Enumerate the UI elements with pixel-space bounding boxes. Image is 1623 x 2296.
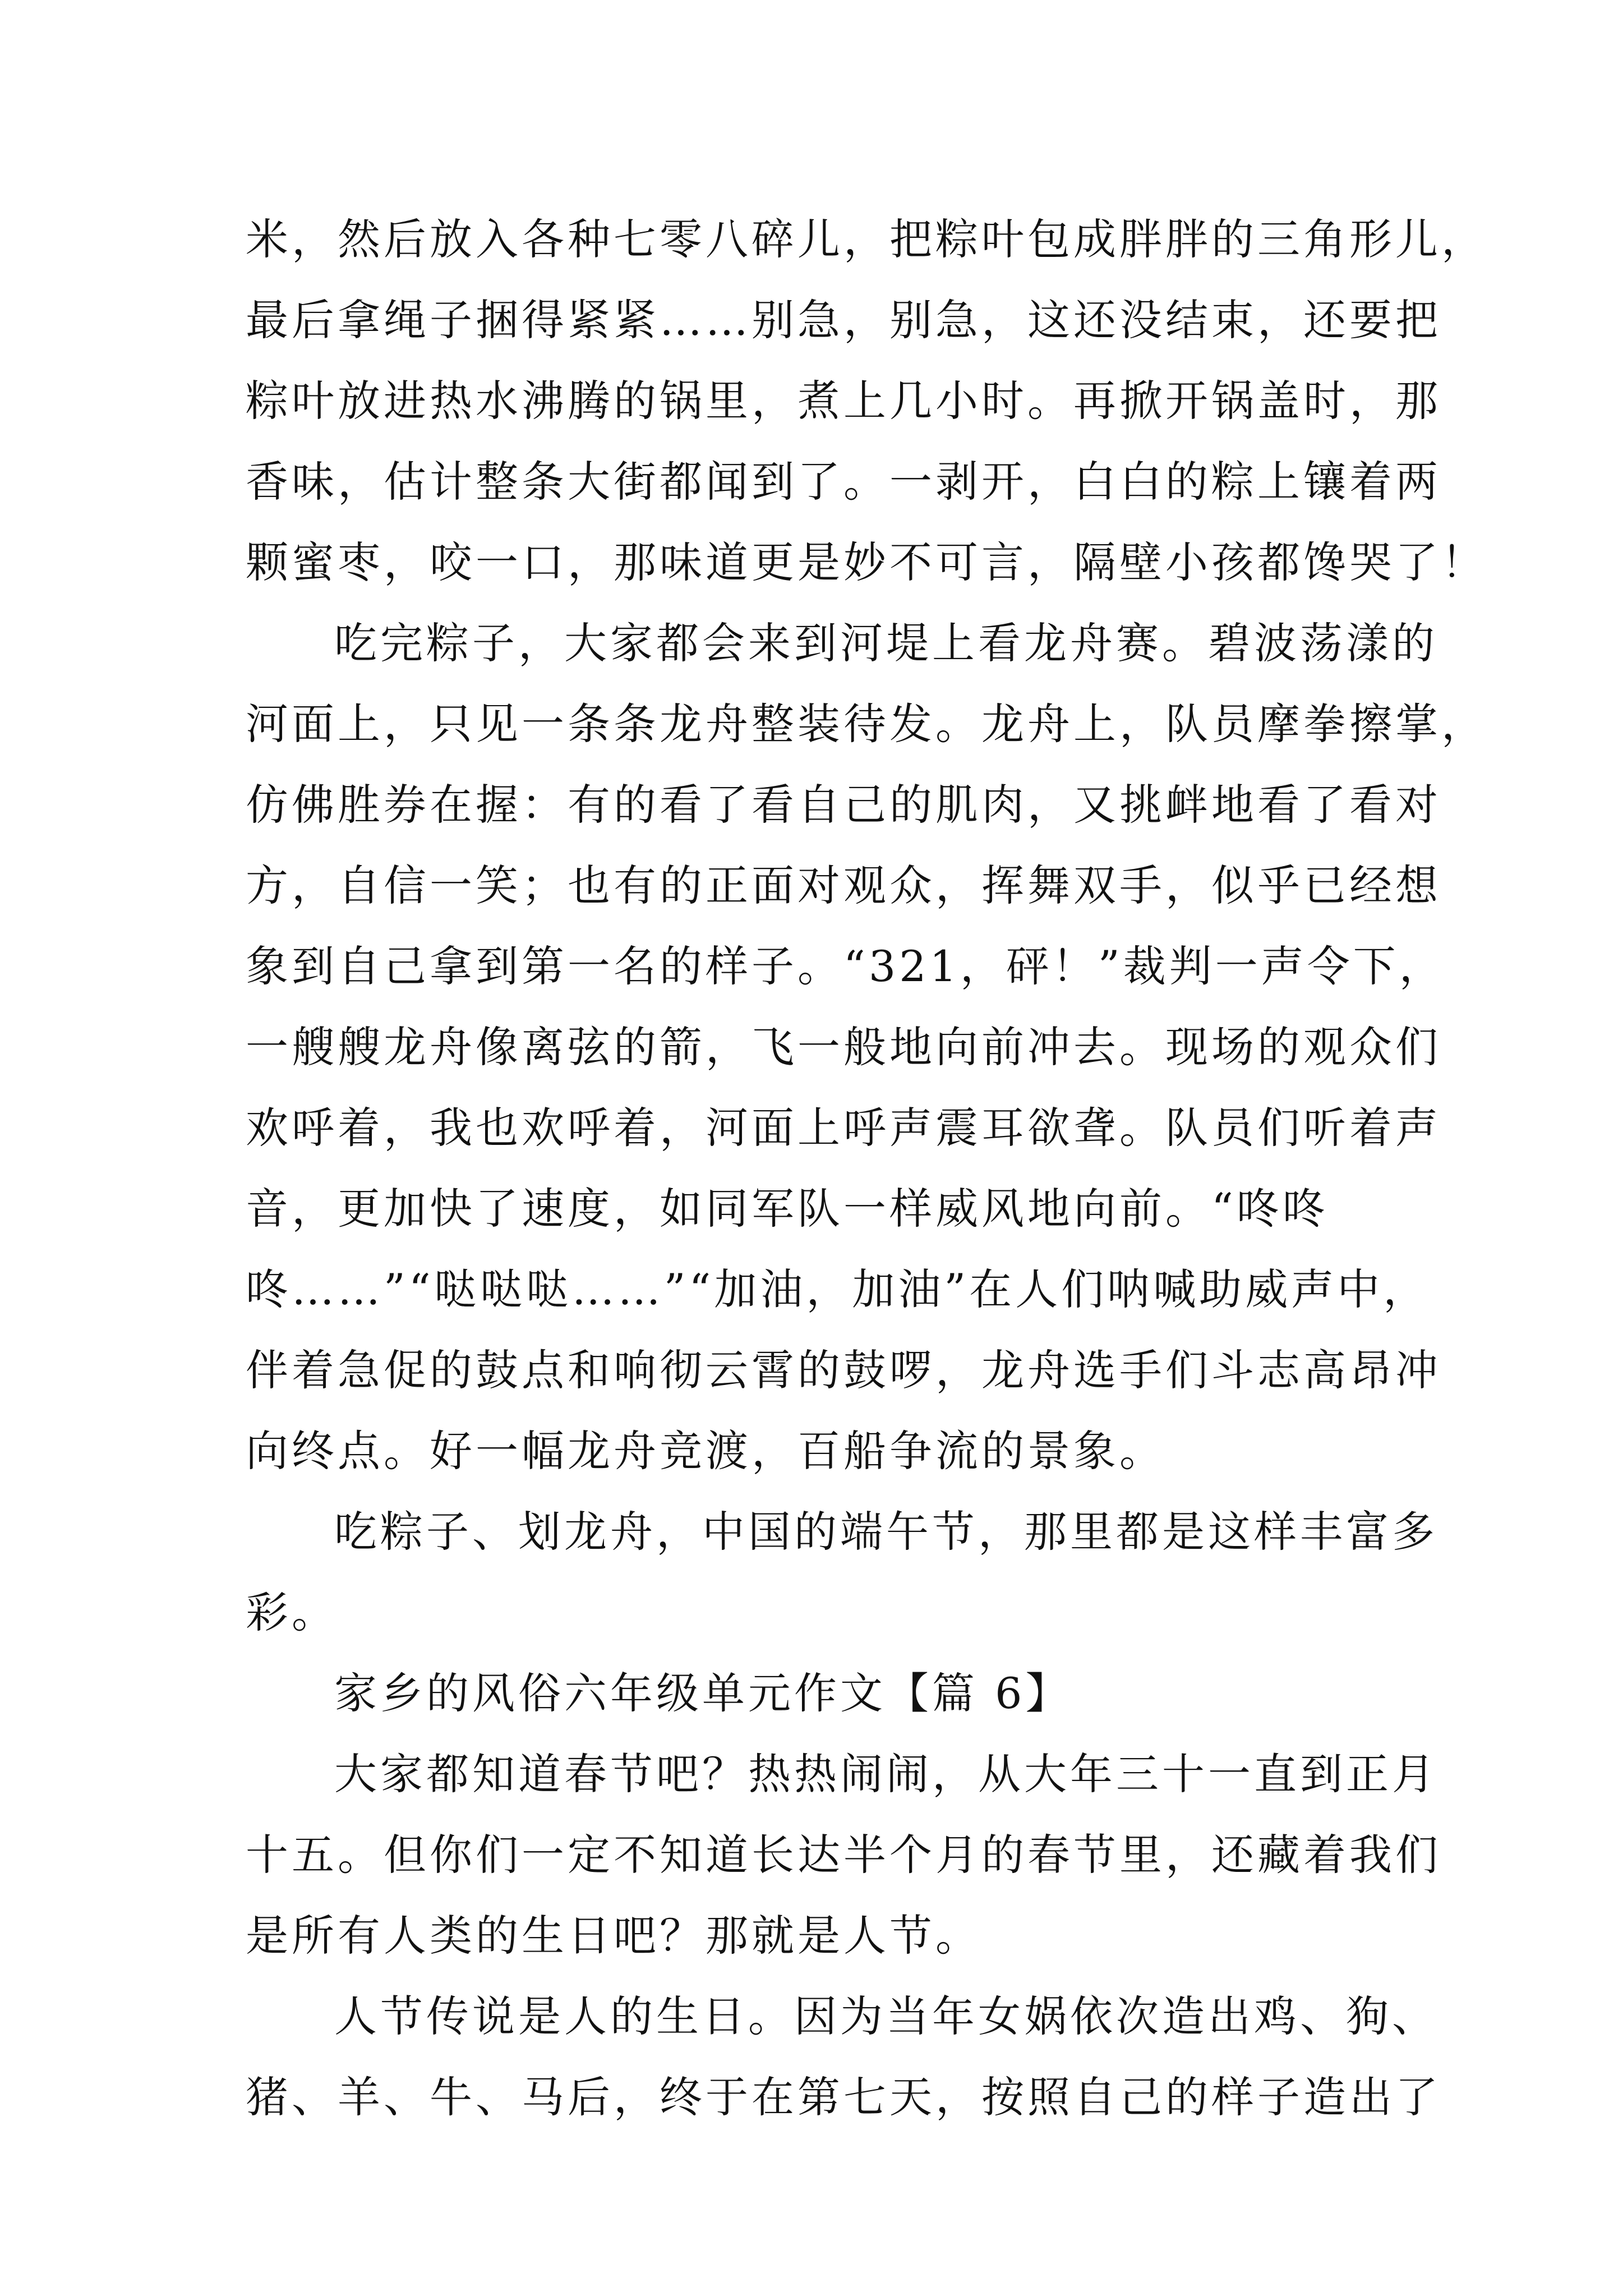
text-line: 彩。: [246, 1588, 338, 1637]
text-line: 最后拿绳子捆得紧紧……别急，别急，这还没结束，还要把: [246, 295, 1441, 345]
text-line: 仿佛胜券在握：有的看了看自己的肌肉，又挑衅地看了看对: [246, 780, 1441, 830]
text-line: 颗蜜枣，咬一口，那味道更是妙不可言，隔壁小孩都馋哭了！: [246, 537, 1487, 587]
section-heading: 家乡的风俗六年级单元作文【篇 6】: [334, 1668, 1072, 1718]
text-line: 十五。但你们一定不知道长达半个月的春节里，还藏着我们: [246, 1830, 1441, 1880]
text-line: 音，更加快了速度，如同军队一样威风地向前。“咚咚: [246, 1184, 1329, 1234]
paragraph-first-line: 吃完粽子，大家都会来到河堤上看龙舟赛。碧波荡漾的: [334, 618, 1438, 668]
text-line: 一艘艘龙舟像离弦的箭，飞一般地向前冲去。现场的观众们: [246, 1022, 1441, 1072]
text-line: 咚……”“哒哒哒……”“加油，加油”在人们呐喊助威声中，: [246, 1264, 1430, 1314]
paragraph-first-line: 大家都知道春节吧？热热闹闹，从大年三十一直到正月: [334, 1749, 1438, 1799]
text-line: 是所有人类的生日吧？那就是人节。: [246, 1911, 981, 1961]
text-line: 伴着急促的鼓点和响彻云霄的鼓啰，龙舟选手们斗志高昂冲: [246, 1345, 1441, 1395]
text-line: 方，自信一笑；也有的正面对观众，挥舞双手，似乎已经想: [246, 861, 1441, 910]
text-line: 欢呼着，我也欢呼着，河面上呼声震耳欲聋。队员们听着声: [246, 1103, 1441, 1153]
text-line: 河面上，只见一条条龙舟整装待发。龙舟上，队员摩拳擦掌，: [246, 699, 1487, 749]
paragraph-first-line: 吃粽子、划龙舟，中国的端午节，那里都是这样丰富多: [334, 1507, 1438, 1557]
text-line: 粽叶放进热水沸腾的锅里，煮上几小时。再掀开锅盖时，那: [246, 376, 1441, 426]
text-line: 向终点。好一幅龙舟竞渡，百船争流的景象。: [246, 1426, 1165, 1476]
paragraph-first-line: 人节传说是人的生日。因为当年女娲依次造出鸡、狗、: [334, 1991, 1438, 2041]
text-line: 象到自己拿到第一名的样子。“321，砰！”裁判一声令下，: [246, 941, 1445, 991]
text-line: 米，然后放入各种七零八碎儿，把粽叶包成胖胖的三角形儿，: [246, 214, 1487, 264]
text-line: 猪、羊、牛、马后，终于在第七天，按照自己的样子造出了: [246, 2072, 1441, 2122]
text-line: 香味，估计整条大街都闻到了。一剥开，白白的粽上镶着两: [246, 457, 1441, 507]
essay-text: [246, 199, 1487, 2138]
